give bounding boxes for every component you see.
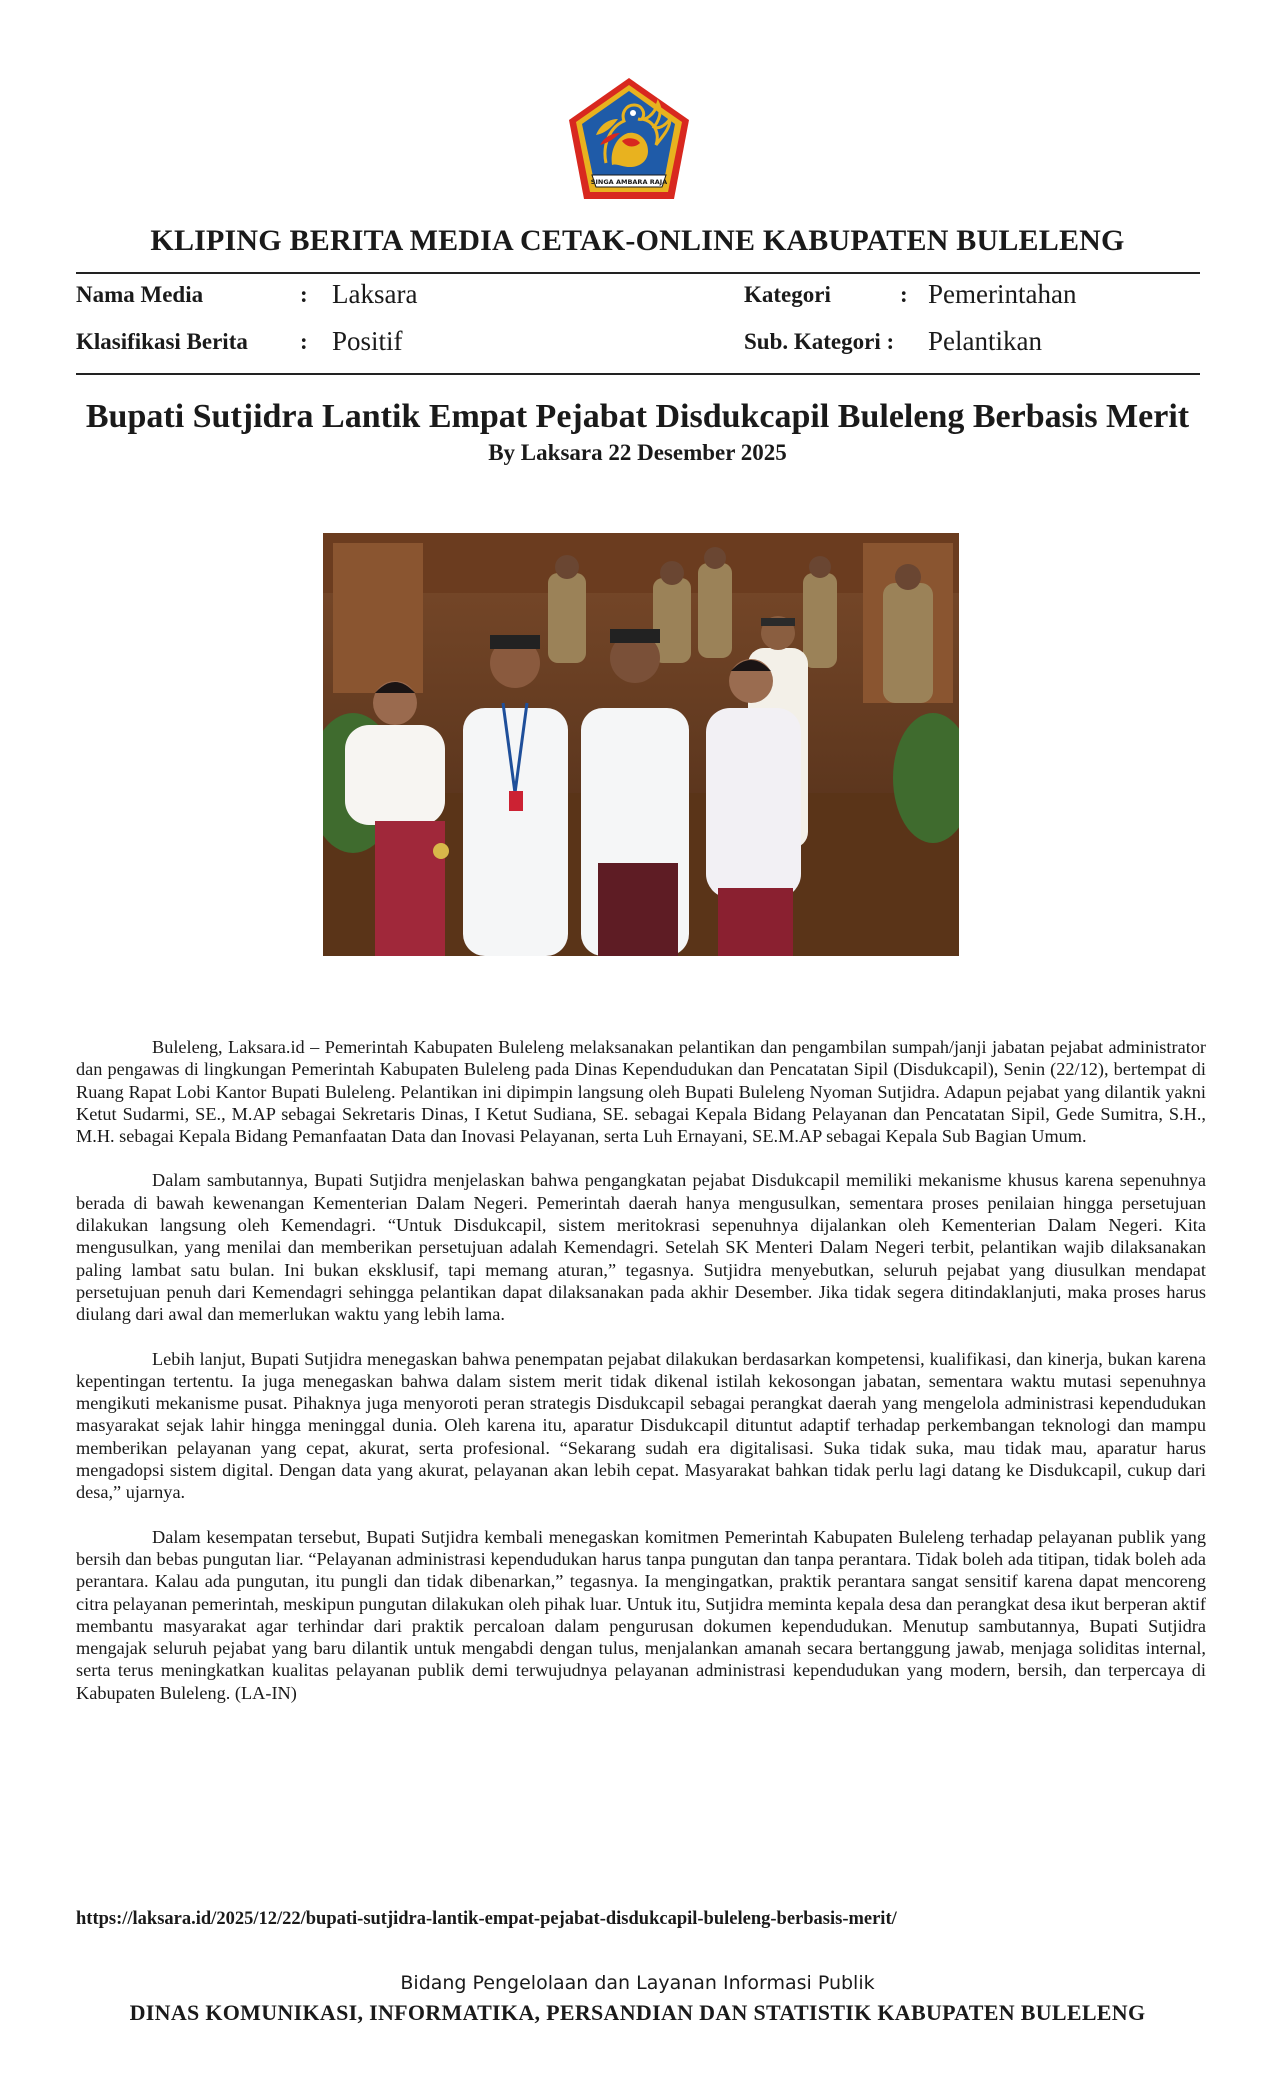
media-name-value: Laksara <box>332 279 418 309</box>
document-title: KLIPING BERITA MEDIA CETAK-ONLINE KABUPATEN BULELENG <box>150 224 1125 257</box>
subcategory-value: Pelantikan <box>928 326 1042 356</box>
news-classification-colon: : <box>300 329 308 354</box>
category-colon: : <box>900 282 908 307</box>
category-label: Kategori <box>744 282 831 307</box>
article-paragraph-1: Buleleng, Laksara.id – Pemerintah Kabupaten Buleleng melaksanakan pelantikan dan pengambilan sumpah/janji jabatan pejabat administrator dan pengawas di lingkungan Pemerintah Kabupaten Buleleng pada Dinas Kependudukan dan Pencatatan Sipil (Disdukcapil), Senin (22/12), bertempat di Ruang Rapat Lobi Kantor Bupati Buleleng. Pelantikan ini dipimpin langsung oleh Bupati Buleleng Nyoman Sutjidra. Adapun pejabat yang dilantik yakni Ketut Sudarmi, SE., M.AP sebagai Sekretaris Dinas, I Ketut Sudiana, SE. sebagai Kepala Bidang Pelayanan dan Pencatatan Sipil, Gede Sumitra, S.H., M.H. sebagai Kepala Bidang Pemanfaatan Data dan Inovasi Pelayanan, serta Luh Ernayani, SE.M.AP sebagai Kepala Sub Bagian Umum. <box>76 1037 1206 1147</box>
article-paragraph-3: Lebih lanjut, Bupati Sutjidra menegaskan bahwa penempatan pejabat dilakukan berdasarkan kompetensi, kualifikasi, dan kinerja, bukan karena kepentingan tertentu. Ia juga menegaskan bahwa dalam sistem merit tidak dikenal istilah kekosongan jabatan, sementara waktu mutasi sepenuhnya mengikuti mekanisme pusat. Pihaknya juga menyoroti peran strategis Disdukcapil sebagai perangkat daerah yang mengelola administrasi kependudukan masyarakat sejak lahir hingga meninggal dunia. Oleh karena itu, aparatur Disdukcapil dituntut adaptif terhadap perkembangan teknologi dan mampu memberikan pelayanan yang cepat, akurat, serta profesional. “Sekarang sudah era digitalisasi. Suka tidak suka, mau tidak mau, aparatur harus mengadopsi sistem digital. Dengan data yang akurat, pelayanan akan lebih cepat. Masyarakat bahkan tidak perlu lagi datang ke Disdukcapil, cukup dari desa,” ujarnya. <box>76 1348 1206 1503</box>
subcategory-label: Sub. Kategori : <box>744 329 895 354</box>
media-name-label: Nama Media <box>76 282 204 307</box>
bottom-divider <box>76 373 1200 375</box>
buleleng-emblem-logo <box>566 75 692 203</box>
category-value: Pemerintahan <box>928 279 1077 309</box>
news-classification-value: Positif <box>332 326 403 356</box>
article-paragraph-2: Dalam sambutannya, Bupati Sutjidra menjelaskan bahwa pengangkatan pejabat Disdukcapil memiliki mekanisme khusus karena sepenuhnya berada di bawah kewenangan Kementerian Dalam Negeri. Pemerintah daerah hanya mengusulkan, sementara proses penilaian hingga persetujuan dilakukan langsung oleh Kemendagri. “Untuk Disdukcapil, sistem meritokrasi sepenuhnya dijalankan oleh Kementerian Dalam Negeri. Kita mengusulkan, yang menilai dan memberikan persetujuan adalah Kemendagri. Setelah SK Menteri Dalam Negeri terbit, pelantikan wajib dilaksanakan paling lambat satu bulan. Ini bukan eksklusif, tapi memang aturan,” tegasnya. Sutjidra menyebutkan, seluruh pejabat yang diusulkan mendapat persetujuan penuh dari Kemendagri sehingga pelantikan dapat dilaksanakan pada akhir Desember. Jika tidak segera ditindaklanjuti, maka proses harus diulang dari awal dan memerlukan waktu yang lebih lama. <box>76 1170 1206 1325</box>
article-headline: Bupati Sutjidra Lantik Empat Pejabat Disdukcapil Buleleng Berbasis Merit <box>85 398 1190 435</box>
article-paragraph-4: Dalam kesempatan tersebut, Bupati Sutjidra kembali menegaskan komitmen Pemerintah Kabupaten Buleleng terhadap pelayanan publik yang bersih dan bebas pungutan liar. “Pelayanan administrasi kependudukan harus tanpa pungutan dan tanpa perantara. Tidak boleh ada titipan, tidak boleh ada perantara. Kalau ada pungutan, itu pungli dan tidak dibenarkan,” tegasnya. Ia mengingatkan, praktik perantara sangat sensitif karena dapat mencoreng citra pelayanan pemerintah, meskipun pungutan dilakukan oleh pihak luar. Untuk itu, Sutjidra meminta kepala desa dan perangkat desa ikut berperan aktif membantu masyarakat agar terhindar dari praktik percaloan dalam pengurusan dokumen kependudukan. Menutup sambutannya, Bupati Sutjidra mengajak seluruh pejabat yang baru dilantik untuk mengabdi dengan tulus, menjalankan amanah secara bertanggung jawab, menjaga soliditas internal, serta terus meningkatkan kualitas pelayanan publik demi terwujudnya pelayanan administrasi kependudukan yang modern, bersih, dan terpercaya di Kabupaten Buleleng. (LA-IN) <box>76 1526 1206 1703</box>
media-name-colon: : <box>300 282 308 307</box>
article-body <box>76 1036 1206 1726</box>
top-divider <box>76 272 1200 274</box>
article-byline: By Laksara 22 Desember 2025 <box>488 440 787 465</box>
footer-agency: DINAS KOMUNIKASI, INFORMATIKA, PERSANDIAN DAN STATISTIK KABUPATEN BULELENG <box>129 2000 1146 2025</box>
footer-division: Bidang Pengelolaan dan Layanan Informasi Publik <box>400 1972 875 1994</box>
source-url-link[interactable]: https://laksara.id/2025/12/22/bupati-sutjidra-lantik-empat-pejabat-disdukcapil-buleleng-berbasis-merit/ <box>76 1909 897 1929</box>
news-classification-label: Klasifikasi Berita <box>76 329 248 354</box>
article-photo <box>323 533 959 956</box>
emblem-motto: SINGA AMBARA RAJA <box>590 178 668 186</box>
